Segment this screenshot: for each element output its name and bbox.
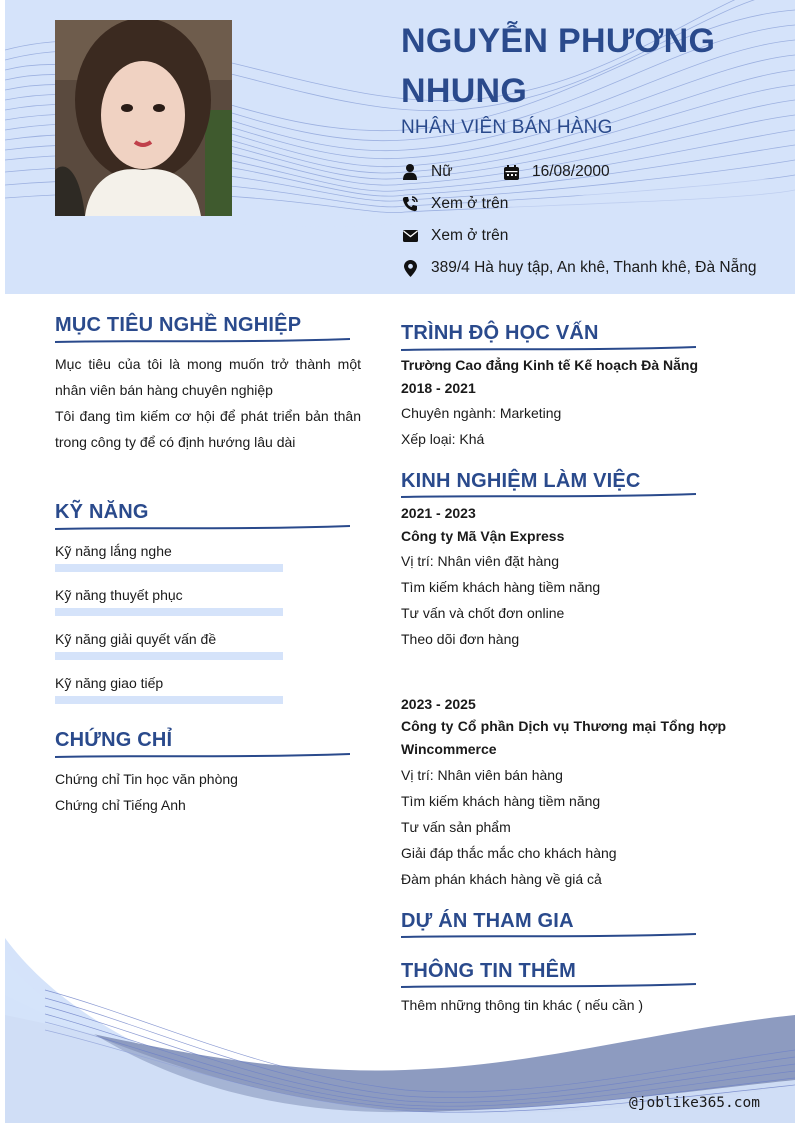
job-period: 2021 - 2023 xyxy=(401,505,476,521)
skill-bar xyxy=(55,608,283,616)
objective-paragraph-1: Mục tiêu của tôi là mong muốn trở thành một nhân viên bán hàng chuyên nghiệp xyxy=(55,356,361,398)
job-company: Công ty Mã Vận Express xyxy=(401,528,565,544)
education-period: 2018 - 2021 xyxy=(401,380,476,396)
skills-title: KỸ NĂNG xyxy=(55,501,149,523)
education-school: Trường Cao đẳng Kinh tế Kế hoạch Đà Nẵng xyxy=(401,357,699,373)
job-detail: Tìm kiếm khách hàng tiềm năng xyxy=(401,579,601,595)
gender-row xyxy=(401,160,453,184)
birthdate-value: 16/08/2000 xyxy=(532,163,610,180)
job-detail: Tư vấn sản phẩm xyxy=(401,819,511,835)
job-detail: Giải đáp thắc mắc cho khách hàng xyxy=(401,845,617,861)
user-icon xyxy=(401,163,419,181)
watermark: @joblike365.com xyxy=(629,1095,760,1111)
job-title: NHÂN VIÊN BÁN HÀNG xyxy=(401,117,613,138)
skill-label: Kỹ năng giao tiếp xyxy=(55,675,164,691)
education-title-underline xyxy=(401,345,696,353)
experience-title: KINH NGHIỆM LÀM VIỆC xyxy=(401,470,641,492)
phone-icon xyxy=(401,195,419,213)
projects-title: DỰ ÁN THAM GIA xyxy=(401,910,574,932)
objective-paragraph-2: Tôi đang tìm kiếm cơ hội để phát triển bản thân trong công ty để có định hướng lâu dài xyxy=(55,408,361,450)
job-detail: Tìm kiếm khách hàng tiềm năng xyxy=(401,793,601,809)
phone-row xyxy=(401,192,508,216)
job-detail: Tư vấn và chốt đơn online xyxy=(401,605,565,621)
email-value: Xem ở trên xyxy=(431,227,509,244)
skill-bar xyxy=(55,696,283,704)
skills-title-underline xyxy=(55,524,350,532)
education-major: Chuyên ngành: Marketing xyxy=(401,405,562,421)
job-company: Công ty Cổ phần Dịch vụ Thương mại Tổng hợp Wincommerce xyxy=(401,718,726,757)
extra-info-text: Thêm những thông tin khác ( nếu cần ) xyxy=(401,997,644,1013)
objective-title-underline xyxy=(55,337,350,345)
experience-title-underline xyxy=(401,492,696,500)
gender-value: Nữ xyxy=(431,163,453,180)
phone-value: Xem ở trên xyxy=(431,195,509,212)
education-title: TRÌNH ĐỘ HỌC VẤN xyxy=(401,322,599,344)
email-row xyxy=(401,224,508,248)
certificate-item: Chứng chỉ Tiếng Anh xyxy=(55,797,186,813)
mail-icon xyxy=(401,227,419,245)
extra-info-title: THÔNG TIN THÊM xyxy=(401,960,577,982)
cv-page xyxy=(5,0,795,1123)
address-value: 389/4 Hà huy tập, An khê, Thanh khê, Đà Nẵng xyxy=(431,259,757,276)
address-row xyxy=(401,256,756,280)
skill-label: Kỹ năng giải quyết vấn đề xyxy=(55,631,217,647)
job-detail: Đàm phán khách hàng về giá cả xyxy=(401,871,602,887)
skill-bar xyxy=(55,564,283,572)
objective-title: MỤC TIÊU NGHỀ NGHIỆP xyxy=(55,314,302,336)
header xyxy=(5,0,795,294)
extra-info-title-underline xyxy=(401,982,696,990)
location-pin-icon xyxy=(401,259,419,277)
skill-label: Kỹ năng thuyết phục xyxy=(55,587,183,603)
certificate-item: Chứng chỉ Tin học văn phòng xyxy=(55,771,238,787)
job-detail: Theo dõi đơn hàng xyxy=(401,631,520,647)
job-detail: Vị trí: Nhân viên đặt hàng xyxy=(401,553,559,569)
projects-title-underline xyxy=(401,932,696,940)
candidate-name: NGUYỄN PHƯƠNG NHUNG xyxy=(401,22,716,110)
skill-label: Kỹ năng lắng nghe xyxy=(55,543,172,559)
job-detail: Vị trí: Nhân viên bán hàng xyxy=(401,767,563,783)
certificates-title-underline xyxy=(55,752,350,760)
skill-bar xyxy=(55,652,283,660)
certificates-title: CHỨNG CHỈ xyxy=(55,729,173,751)
education-grade: Xếp loại: Khá xyxy=(401,431,485,447)
calendar-icon xyxy=(502,163,520,181)
birthdate-row xyxy=(502,160,610,184)
profile-photo xyxy=(55,20,232,216)
job-period: 2023 - 2025 xyxy=(401,696,476,712)
